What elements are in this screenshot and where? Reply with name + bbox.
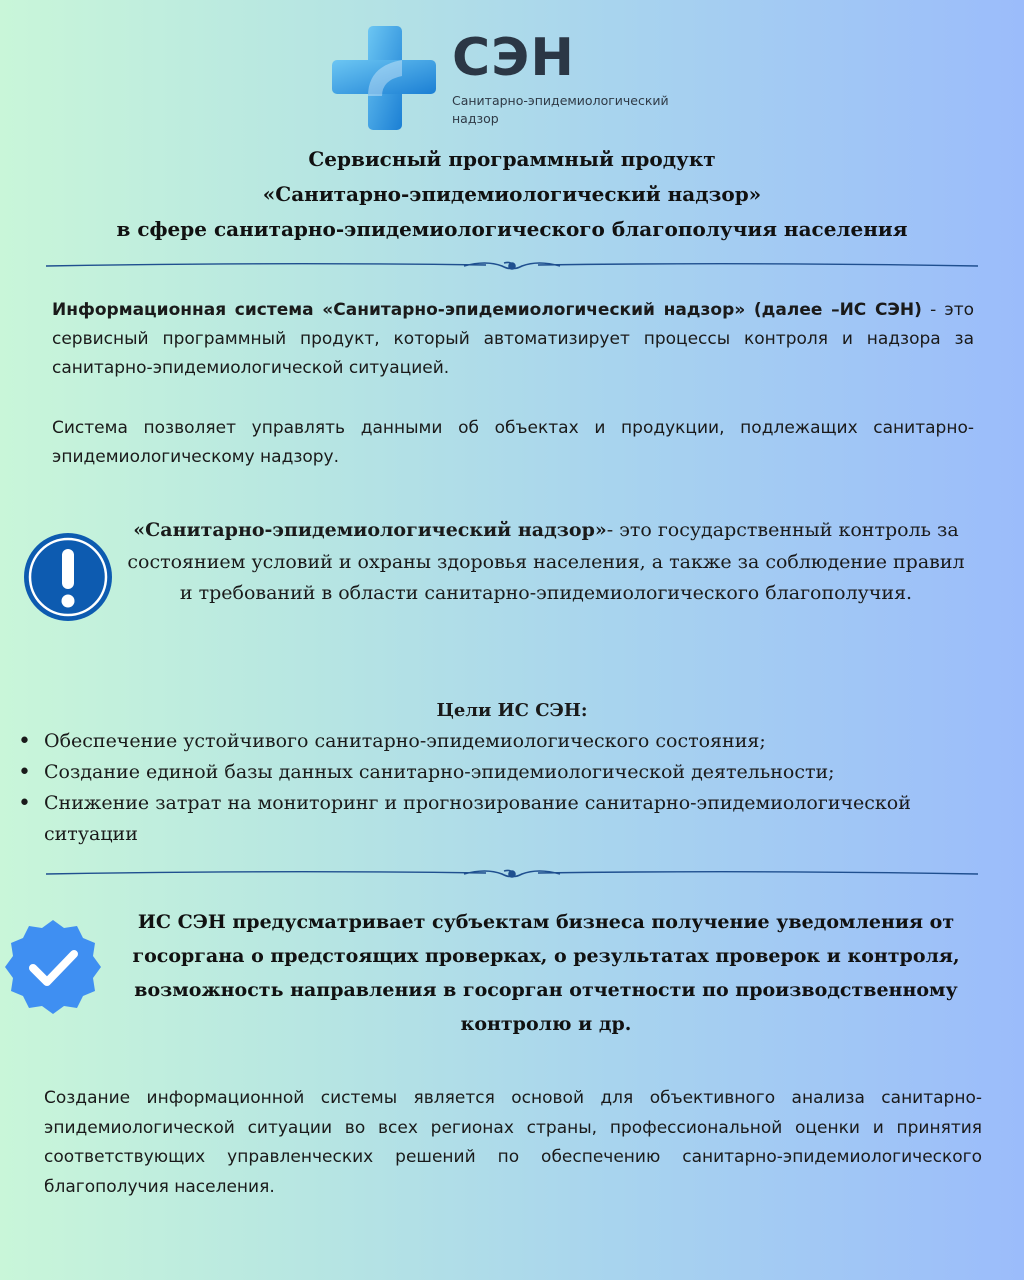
list-item	[18, 757, 1008, 788]
intro-rest: - это сервисный программный продукт, который автоматизирует процессы контроля и надзора за санитарно-эпидемиологической ситуацией.	[52, 300, 974, 378]
goal-text: • Снижение затрат на мониторинг и прогнозирование санитарно-эпидемиологической ситуации	[44, 792, 911, 845]
ornament-divider	[46, 258, 978, 274]
definition-bold: «Санитарно-эпидемиологический надзор»	[133, 519, 607, 541]
exclamation-icon	[22, 531, 114, 623]
conclusion-paragraph: Создание информационной системы является основой для объективного анализа санитарно-эпидемиологической ситуации во всех регионах страны, профессиональной оценки и принятия соответствующих управленческих решений по обеспечению санитарно-эпидемиологического благополучия населения.	[44, 1088, 982, 1197]
list-item	[18, 788, 1008, 850]
goal-text: • Обеспечение устойчивого санитарно-эпидемиологического состояния;	[44, 730, 766, 752]
goals-title: Цели ИС СЭН:	[436, 700, 588, 721]
title-line-1: Сервисный программный продукт	[308, 147, 716, 171]
page-title	[40, 142, 984, 247]
business-paragraph: ИС СЭН предусматривает субъектам бизнеса получение уведомления от госоргана о предстоящих проверках, о результатах проверок и контроля, возможность направления в госорган отчетности по производственному контролю и др.	[132, 911, 960, 1035]
logo-name: СЭН	[452, 28, 575, 88]
intro-paragraph	[52, 296, 974, 383]
ornament-divider	[46, 866, 978, 882]
medical-cross-icon	[332, 26, 436, 130]
system-paragraph: Система позволяет управлять данными об объектах и продукции, подлежащих санитарно-эпидемиологическому надзору.	[52, 418, 974, 467]
logo-subtitle: Санитарно-эпидемиологический надзор	[452, 93, 669, 126]
intro-bold: Информационная система «Санитарно-эпидемиологический надзор» (далее –ИС СЭН)	[52, 300, 922, 320]
definition-paragraph	[126, 515, 966, 610]
logo	[332, 26, 712, 130]
list-item	[18, 726, 1008, 757]
goal-text: • Создание единой базы данных санитарно-эпидемиологической деятельности;	[44, 761, 835, 783]
title-line-3: в сфере санитарно-эпидемиологического благополучия населения	[116, 217, 908, 241]
title-line-2: «Санитарно-эпидемиологический надзор»	[262, 182, 762, 206]
goals-list	[18, 726, 1008, 850]
definition-rest: - это государственный контроль за состоянием условий и охраны здоровья населения, а также за соблюдение правил и требований в области санитарно-эпидемиологического благополучия.	[127, 519, 965, 604]
checkmark-badge-icon	[4, 918, 102, 1016]
